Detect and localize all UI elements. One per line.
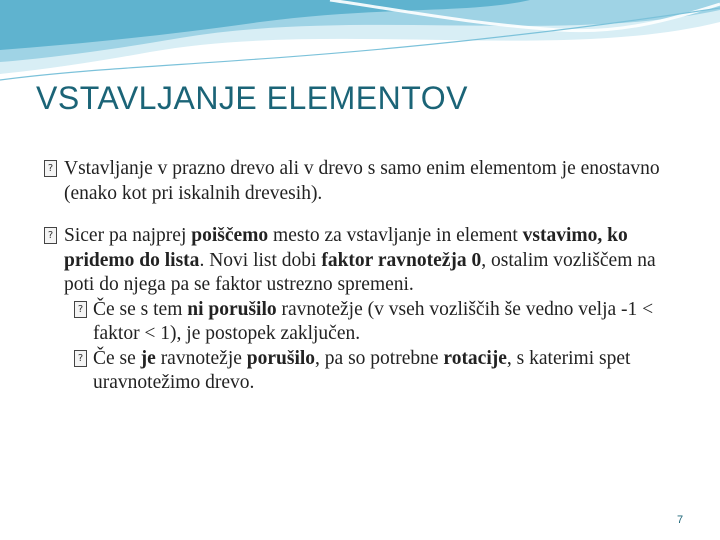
bold-run: rotacije (443, 347, 507, 369)
bold-run: faktor ravnotežja 0 (321, 249, 482, 271)
slide-title: VSTAVLJANJE ELEMENTOV (36, 80, 468, 116)
bullet-icon: ? (74, 301, 87, 318)
text-run: . Novi list dobi (199, 249, 322, 271)
bold-run: poiščemo (191, 225, 269, 246)
bullet-icon: ? (44, 227, 57, 244)
sub-bullet-item (44, 298, 684, 347)
text-run: Sicer pa najprej (64, 225, 192, 246)
bullet-text: Vstavljanje v prazno drevo ali v drevo s samo enim elementom je enostavno (enako kot pri iskalnih drevesih). (64, 158, 660, 204)
bullet-item (44, 224, 684, 298)
bullet-icon: ? (44, 160, 57, 177)
text-run: mesto za vstavljanje in element (268, 225, 523, 246)
text-run: Če se (93, 347, 141, 369)
page-number: 7 (676, 514, 684, 526)
bullet-item (44, 157, 684, 206)
text-run: , ostalim vozliščem na poti do njega pa se faktor ustrezno spremeni. (64, 249, 656, 295)
bold-run: je (140, 347, 156, 369)
bold-run: vstavimo, ko pridemo do lista (64, 225, 628, 271)
bullet-icon: ? (74, 350, 87, 367)
slide-body (44, 157, 684, 396)
text-run: , pa so potrebne (315, 347, 444, 369)
text-run: ravnotežje (155, 347, 247, 369)
text-run: ravnotežje (v vseh vozliščih še vedno velja -1 < faktor < 1), je postopek zaključen. (93, 298, 654, 344)
bold-run: porušilo (246, 347, 316, 369)
bold-run: ni porušilo (187, 298, 277, 320)
text-run: , s katerimi spet uravnotežimo drevo. (93, 347, 631, 393)
text-run: Če se s tem (93, 298, 188, 320)
header-wave-decoration (0, 0, 720, 90)
sub-bullet-item (44, 347, 684, 396)
